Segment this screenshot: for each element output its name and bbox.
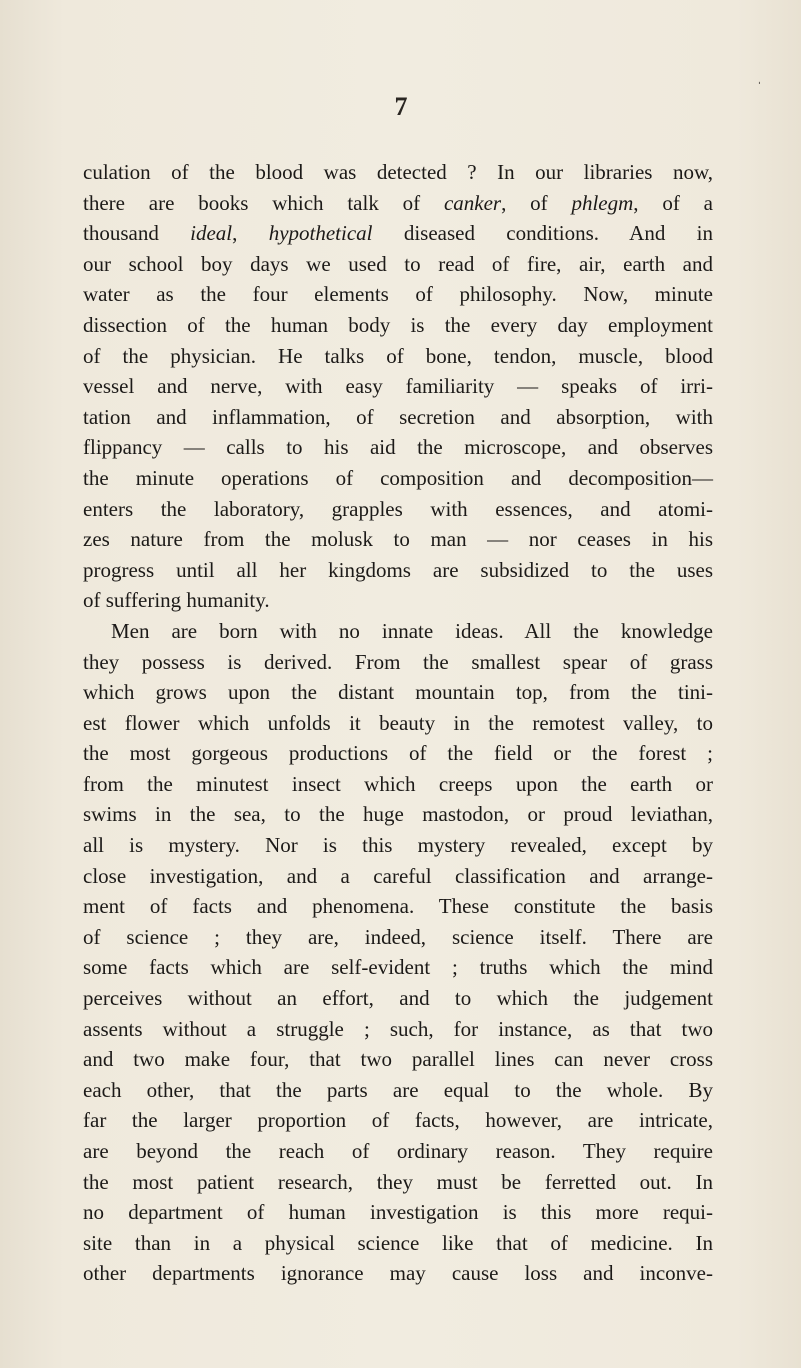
text-line: flippancy — calls to his aid the microscope, and observes (83, 435, 713, 460)
text-line: all is mystery. Nor is this mystery revealed, except by (83, 833, 713, 858)
text-line: they possess is derived. From the smallest spear of grass (83, 649, 713, 674)
text-line: tation and inflammation, of secretion and absorption, with (83, 404, 713, 429)
text-line: site than in a physical science like that of medicine. In (83, 1230, 713, 1255)
text-line: far the larger proportion of facts, however, are intricate, (83, 1108, 713, 1133)
text-line: our school boy days we used to read of fire, air, earth and (83, 251, 713, 276)
text-line: thousand ideal, hypothetical diseased conditions. And in (83, 221, 713, 246)
text-line: zes nature from the molusk to man — nor ceases in his (83, 527, 713, 552)
text-line: assents without a struggle ; such, for instance, as that two (83, 1016, 713, 1041)
text-line: perceives without an effort, and to which the judgement (83, 986, 713, 1011)
text-line: est flower which unfolds it beauty in the remotest valley, to (83, 710, 713, 735)
text-line: there are books which talk of canker, of phlegm, of a (83, 190, 713, 215)
text-line: Men are born with no innate ideas. All the knowledge (111, 618, 713, 643)
text-line: are beyond the reach of ordinary reason. They require (83, 1139, 713, 1163)
text-line: the most patient research, they must be ferretted out. In (83, 1169, 713, 1194)
text-line: progress until all her kingdoms are subsidized to the uses (83, 557, 713, 582)
text-line: water as the four elements of philosophy. Now, minute (83, 282, 713, 307)
text-line: of science ; they are, indeed, science itself. There are (83, 924, 713, 949)
text-line: the minute operations of composition and decomposition— (83, 465, 713, 490)
text-line: ment of facts and phenomena. These constitute the basis (83, 894, 713, 919)
text-line: the most gorgeous productions of the field or the forest ; (83, 741, 713, 766)
text-line: swims in the sea, to the huge mastodon, or proud leviathan, (83, 802, 713, 827)
text-line: culation of the blood was detected ? In our libraries now, (83, 160, 713, 184)
text-line: dissection of the human body is the every day employment (83, 312, 713, 337)
page-number: 7 (394, 92, 408, 121)
text-line: of the physician. He talks of bone, tendon, muscle, blood (83, 343, 713, 368)
text-line: each other, that the parts are equal to the whole. By (83, 1077, 713, 1102)
text-line: close investigation, and a careful classification and arrange- (83, 863, 713, 888)
text-line: enters the laboratory, grapples with essences, and atomi- (83, 496, 713, 521)
text-line: no department of human investigation is this more requi- (83, 1200, 713, 1225)
paragraph (83, 616, 713, 1289)
text-line: which grows upon the distant mountain top, from the tini- (83, 680, 713, 705)
text-line: from the minutest insect which creeps upon the earth or (83, 771, 713, 796)
text-line: and two make four, that two parallel lines can never cross (83, 1047, 713, 1072)
text-line: other departments ignorance may cause loss and inconve- (83, 1261, 713, 1286)
page-text (83, 157, 713, 1289)
text-line: of suffering humanity. (83, 588, 270, 613)
text-line: some facts which are self-evident ; truths which the mind (83, 955, 713, 980)
corner-mark: ˌ (757, 70, 762, 85)
paragraph (83, 157, 713, 616)
text-line: vessel and nerve, with easy familiarity — speaks of irri- (83, 374, 713, 399)
